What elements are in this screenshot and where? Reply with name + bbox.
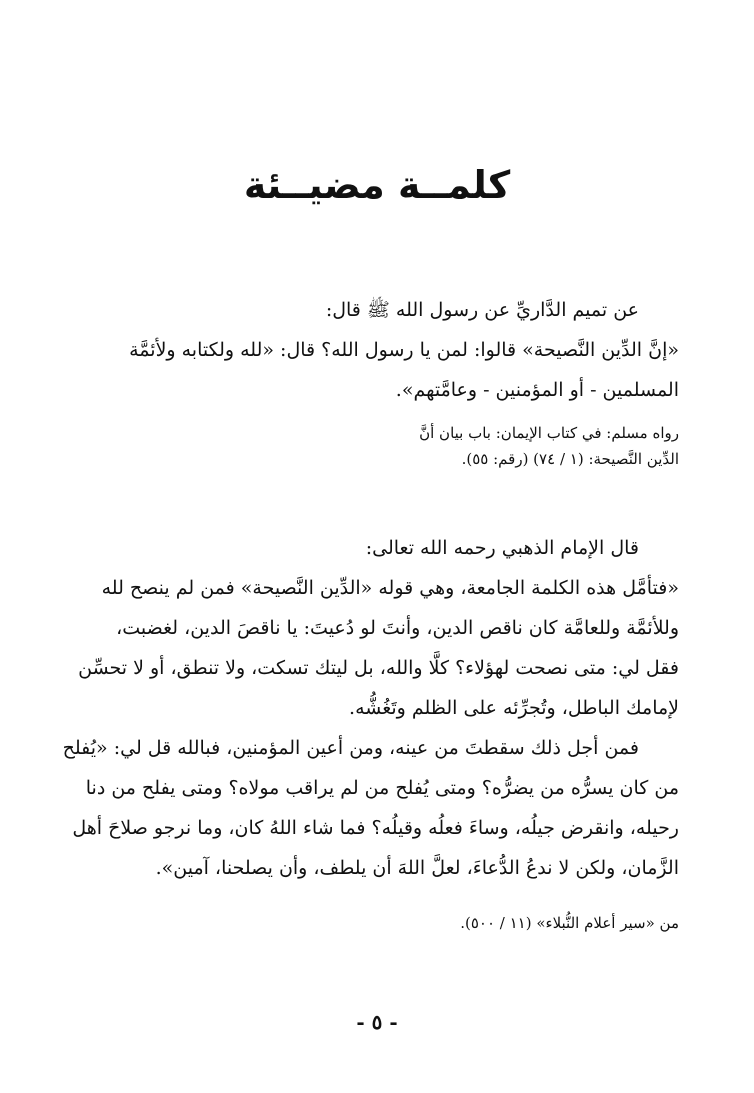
quote-text-line: لإمامك الباطل، وتُجرِّئه على الظلم وتَغُشُّه. bbox=[349, 697, 679, 719]
page-title: كلمــة مضيــئة bbox=[243, 163, 511, 207]
hadith-source-note bbox=[75, 420, 679, 472]
hadith-intro-line: عن تميم الدَّاريِّ عن رسول الله ﷺ قال: bbox=[325, 299, 639, 321]
dhahabi-quote-block bbox=[62, 528, 679, 888]
source-line: من «سير أعلام النُّبلاء» (١١ / ٥٠٠). bbox=[460, 914, 679, 932]
quote-intro-line: قال الإمام الذهبي رحمه الله تعالى: bbox=[365, 537, 639, 559]
hadith-text-line: المسلمين - أو المؤمنين - وعامَّتهم». bbox=[395, 379, 679, 401]
quote-text-line: فقل لي: متى نصحت لهؤلاء؟ كلَّا والله، بل ليتك تسكت، ولا تنطق، أو لا تحسِّن bbox=[78, 657, 679, 679]
quote-text-line: وللأئمَّة وللعامَّة كان ناقص الدين، وأنتَ لو دُعيتَ: يا ناقصَ الدين، لغضبت، bbox=[116, 617, 679, 639]
page-number: - ٥ - bbox=[356, 1010, 398, 1034]
hadith-text-line: «إنَّ الدِّين النَّصيحة» قالوا: لمن يا رسول الله؟ قال: «لله ولكتابه ولأئمَّة bbox=[129, 339, 679, 361]
hadith-text-block bbox=[75, 290, 679, 410]
quote-text-line: من كان يسرُّه من يضرُّه؟ ومتى يُفلح من لم يراقب مولاه؟ ومتى يفلح من دنا bbox=[85, 777, 679, 799]
quote-text-line: «فتأمَّل هذه الكلمة الجامعة، وهي قوله «الدِّين النَّصيحة» فمن لم ينصح لله bbox=[101, 577, 679, 599]
source-line: رواه مسلم: في كتاب الإيمان: باب بيان أنَّ bbox=[419, 424, 679, 442]
quote-text-line: فمن أجل ذلك سقطتَ من عينه، ومن أعين المؤمنين، فبالله قل لي: «يُفلح bbox=[62, 737, 639, 759]
quote-text-line: رحيله، وانقرض جيلُه، وساءَ فعلُه وقيلُه؟ فما شاء اللهُ كان، وما نرجو صلاحَ أهل bbox=[72, 817, 679, 839]
quote-text-line: الزَّمان، ولكن لا ندعُ الدُّعاءَ، لعلَّ اللهَ أن يلطف، وأن يصلحنا، آمين». bbox=[155, 857, 679, 879]
dhahabi-source-note bbox=[75, 910, 679, 936]
source-line: الدِّين النَّصيحة: (١ / ٧٤) (رقم: ٥٥). bbox=[461, 450, 679, 468]
